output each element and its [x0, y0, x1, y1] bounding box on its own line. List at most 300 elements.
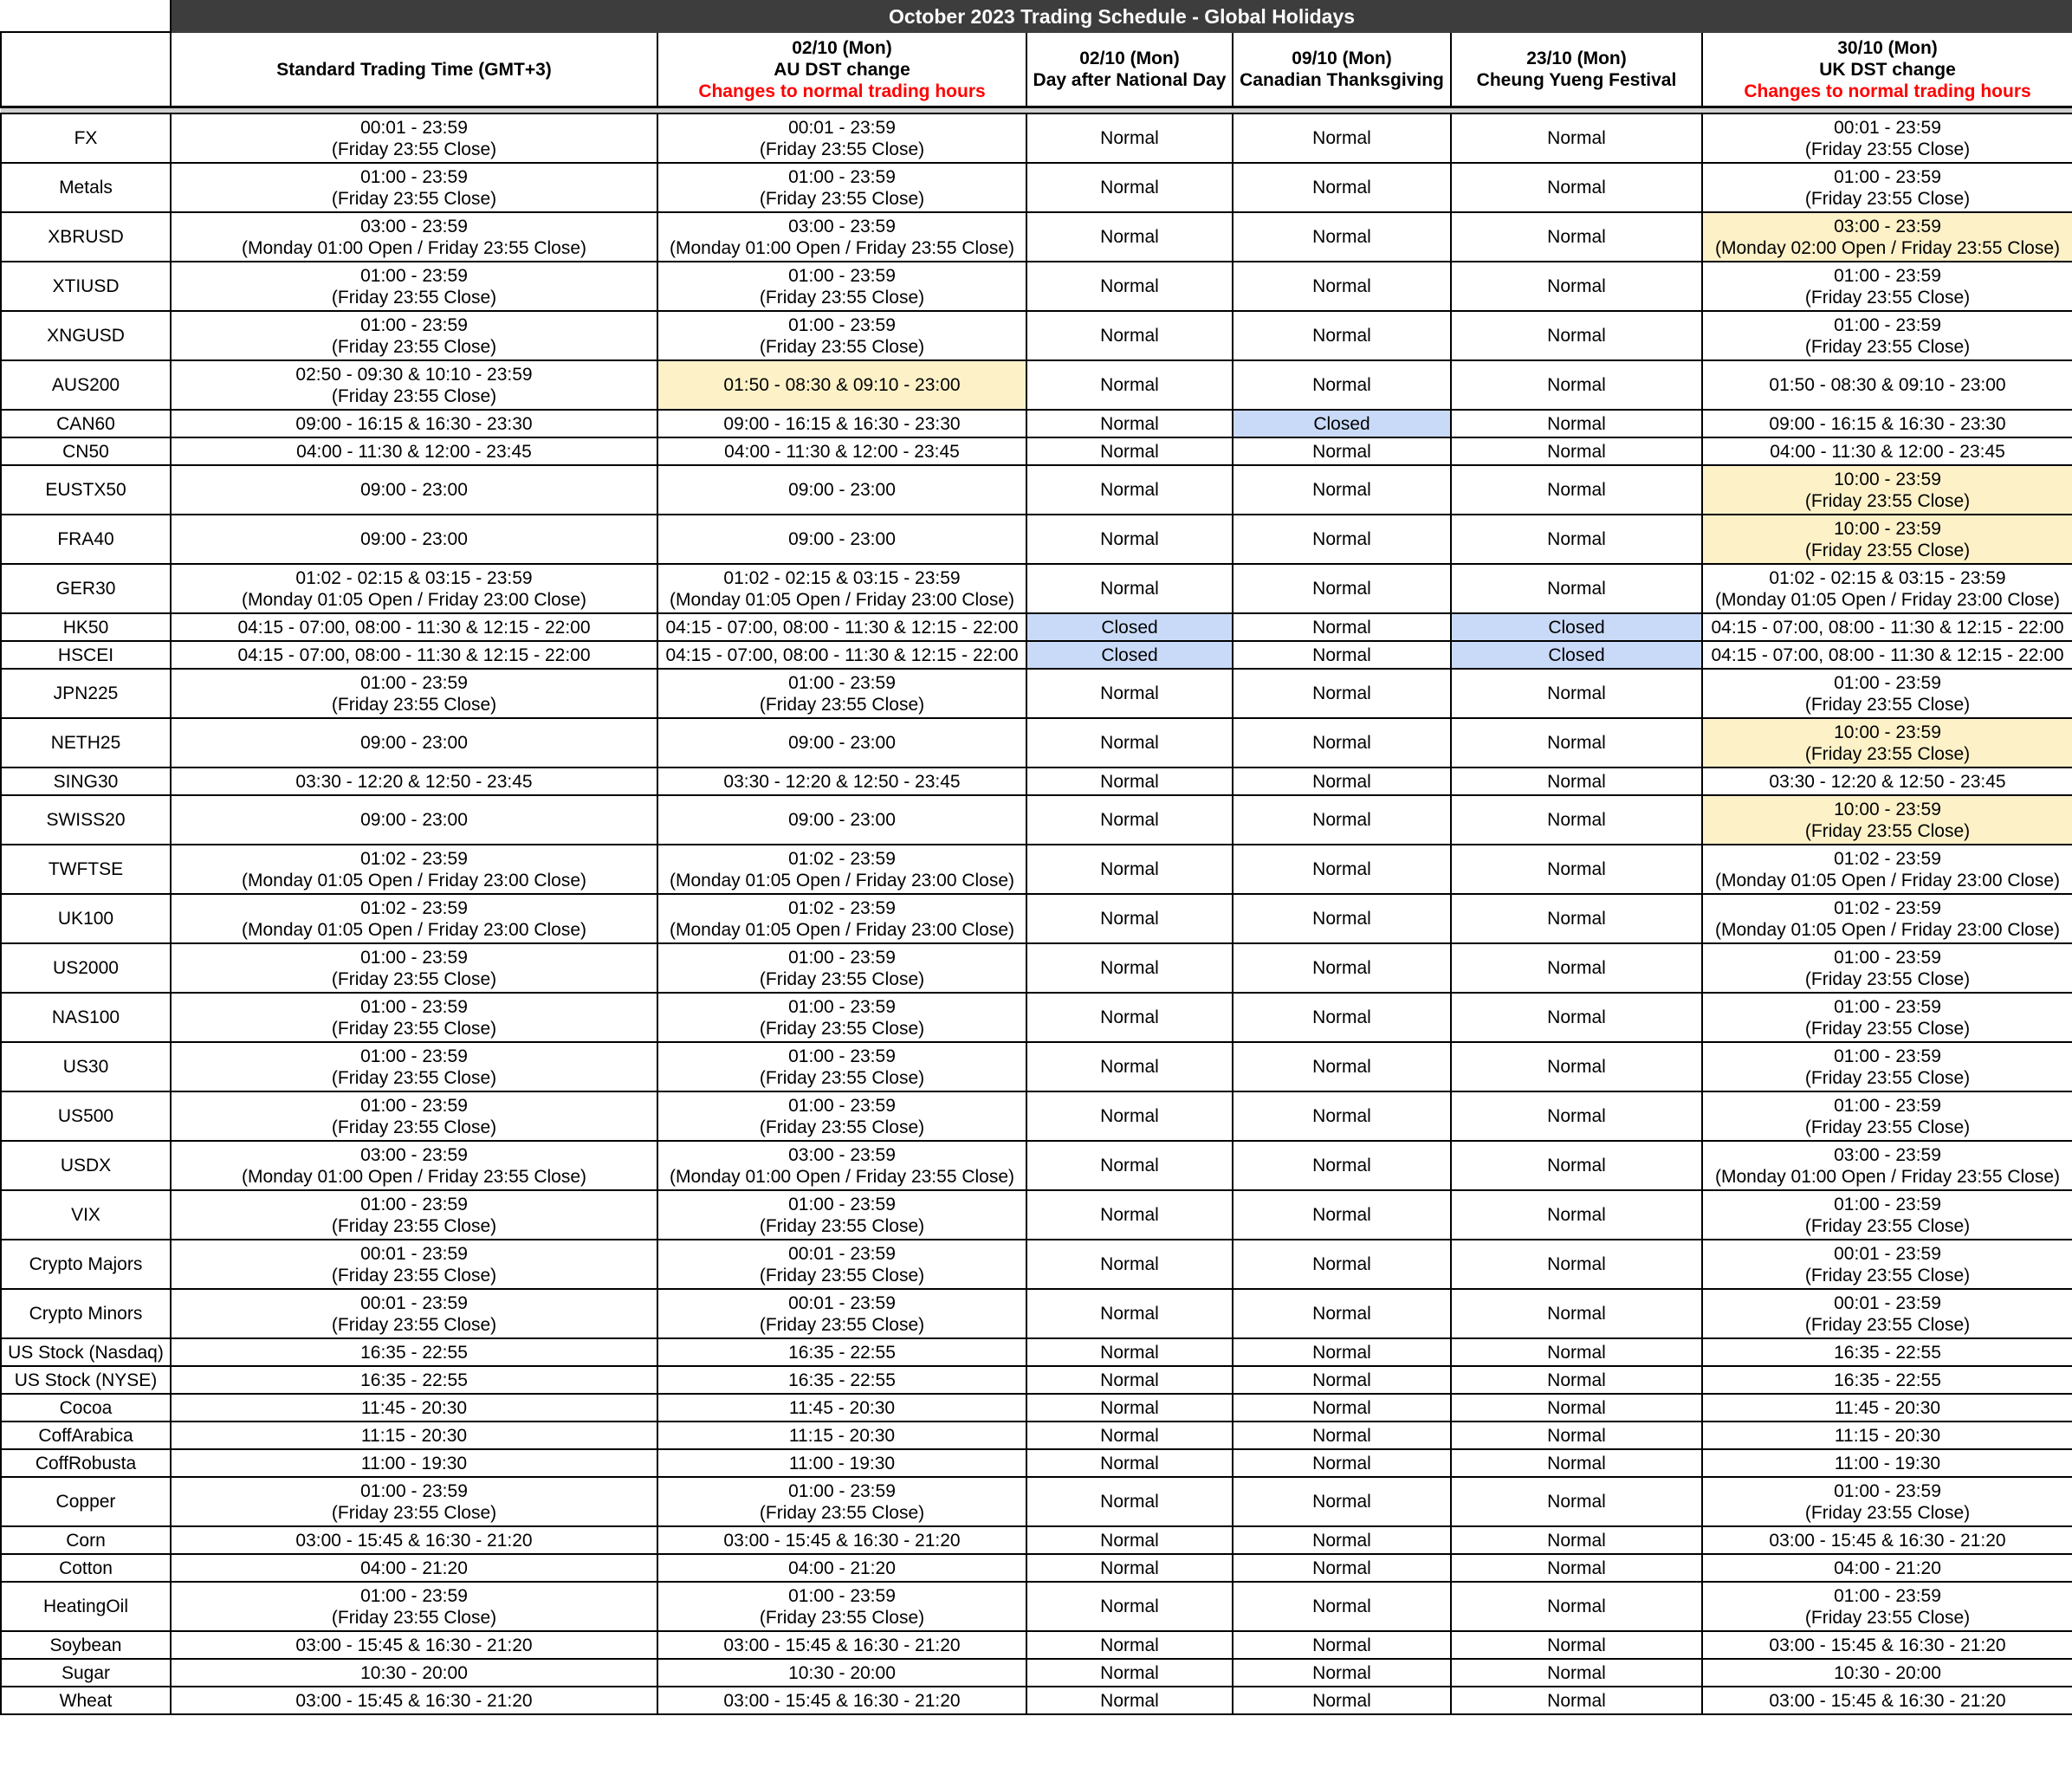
cell-text: (Friday 23:55 Close)	[1804, 1215, 1971, 1236]
cell-text: Normal	[1547, 1057, 1606, 1077]
cell-text: (Friday 23:55 Close)	[1804, 188, 1971, 209]
schedule-cell	[171, 1477, 657, 1526]
table-row	[1, 360, 2072, 410]
cell-text: Normal	[1100, 1304, 1159, 1324]
cell-text: 09:00 - 23:00	[788, 733, 896, 753]
schedule-cell	[657, 1394, 1026, 1422]
table-row	[1, 465, 2072, 515]
table-row	[1, 1289, 2072, 1338]
cell-text: 09:00 - 23:00	[788, 480, 896, 500]
schedule-cell	[171, 1240, 657, 1289]
cell-text: 11:00 - 19:30	[360, 1453, 468, 1473]
schedule-cell	[1702, 943, 2072, 993]
cell-text: Normal	[1312, 1635, 1371, 1655]
cell-text: Normal	[1100, 1397, 1159, 1418]
column-header-4	[1451, 32, 1702, 107]
schedule-cell	[1702, 1042, 2072, 1091]
cell-text: (Monday 01:05 Open / Friday 23:00 Close)	[1714, 589, 2061, 610]
table-row	[1, 1366, 2072, 1394]
column-header-0	[171, 32, 657, 107]
schedule-cell	[1451, 163, 1702, 212]
cell-text: Normal	[1547, 1635, 1606, 1655]
cell-text: Closed	[1548, 644, 1605, 665]
schedule-cell	[1233, 1190, 1451, 1240]
schedule-cell	[1233, 641, 1451, 669]
cell-text: 09:00 - 16:15 & 16:30 - 23:30	[1769, 413, 2006, 434]
cell-text: Normal	[1547, 1007, 1606, 1027]
cell-text: 10:30 - 20:00	[788, 1662, 896, 1683]
table-row	[1, 1526, 2072, 1554]
schedule-cell	[1026, 1631, 1233, 1659]
schedule-cell	[1451, 1582, 1702, 1631]
cell-text: Closed	[1313, 413, 1370, 434]
schedule-cell	[1233, 1422, 1451, 1449]
table-row	[1, 1582, 2072, 1631]
schedule-cell	[171, 437, 657, 465]
schedule-cell	[1702, 1091, 2072, 1141]
cell-text: Normal	[1100, 413, 1159, 434]
schedule-cell	[1233, 993, 1451, 1042]
instrument-name: Corn	[1, 1526, 171, 1554]
cell-text: (Monday 01:05 Open / Friday 23:00 Close)	[669, 919, 1015, 940]
schedule-cell	[657, 943, 1026, 993]
cell-text: 16:35 - 22:55	[788, 1342, 896, 1363]
cell-text: (Friday 23:55 Close)	[1804, 1265, 1971, 1286]
schedule-cell	[171, 641, 657, 669]
cell-text: 04:00 - 11:30 & 12:00 - 23:45	[296, 441, 532, 462]
cell-text: (Friday 23:55 Close)	[1804, 694, 1971, 715]
instrument-name: XNGUSD	[1, 311, 171, 360]
cell-text: (Friday 23:55 Close)	[331, 188, 497, 209]
schedule-cell	[657, 1631, 1026, 1659]
schedule-cell	[657, 613, 1026, 641]
cell-text: Normal	[1312, 1007, 1371, 1027]
schedule-cell	[657, 360, 1026, 410]
schedule-cell	[1026, 212, 1233, 262]
cell-text: Normal	[1312, 1254, 1371, 1274]
schedule-cell	[1702, 1338, 2072, 1366]
column-header-line: 02/10 (Mon)	[1079, 49, 1180, 68]
cell-text: 01:02 - 23:59	[1834, 848, 1941, 869]
instrument-name: AUS200	[1, 360, 171, 410]
cell-text: Normal	[1100, 1254, 1159, 1274]
cell-text: Normal	[1547, 529, 1606, 549]
table-row	[1, 1659, 2072, 1687]
cell-text: 01:00 - 23:59	[788, 996, 896, 1017]
schedule-cell	[1451, 1659, 1702, 1687]
cell-text: 10:00 - 23:59	[1834, 799, 1941, 819]
cell-text: (Friday 23:55 Close)	[331, 1067, 497, 1088]
schedule-cell	[1702, 163, 2072, 212]
table-row	[1, 1394, 2072, 1422]
header-divider	[1, 107, 2072, 114]
cell-text: 01:50 - 08:30 & 09:10 - 23:00	[723, 375, 961, 395]
cell-text: 00:01 - 23:59	[788, 117, 896, 138]
schedule-cell	[1451, 1554, 1702, 1582]
schedule-cell	[1233, 410, 1451, 437]
column-header-line: 23/10 (Mon)	[1526, 49, 1627, 68]
instrument-name: US Stock (NYSE)	[1, 1366, 171, 1394]
cell-text: 01:00 - 23:59	[788, 1480, 896, 1501]
cell-text: Normal	[1312, 1057, 1371, 1077]
cell-text: 11:00 - 19:30	[788, 1453, 896, 1473]
instrument-name: XBRUSD	[1, 212, 171, 262]
cell-text: Normal	[1312, 227, 1371, 247]
schedule-cell	[1451, 1141, 1702, 1190]
cell-text: (Friday 23:55 Close)	[759, 1018, 925, 1039]
cell-text: 01:02 - 23:59	[788, 897, 896, 918]
cell-text: (Friday 23:55 Close)	[1804, 1314, 1971, 1335]
schedule-cell	[1451, 360, 1702, 410]
schedule-cell	[171, 1042, 657, 1091]
schedule-cell	[1026, 1289, 1233, 1338]
schedule-cell	[657, 465, 1026, 515]
cell-text: Normal	[1312, 480, 1371, 500]
schedule-cell	[657, 641, 1026, 669]
schedule-cell	[1702, 1477, 2072, 1526]
cell-text: 01:00 - 23:59	[1834, 314, 1941, 335]
schedule-cell	[1702, 1422, 2072, 1449]
schedule-cell	[1702, 410, 2072, 437]
cell-text: 16:35 - 22:55	[360, 1342, 468, 1363]
cell-text: (Friday 23:55 Close)	[1804, 336, 1971, 357]
schedule-cell	[1451, 845, 1702, 894]
cell-text: 09:00 - 23:00	[360, 733, 468, 753]
schedule-cell	[1233, 1554, 1451, 1582]
cell-text: Normal	[1547, 683, 1606, 703]
schedule-cell	[1026, 795, 1233, 845]
schedule-cell	[657, 1190, 1026, 1240]
cell-text: 00:01 - 23:59	[1834, 1292, 1941, 1313]
schedule-cell	[1451, 1449, 1702, 1477]
cell-text: (Monday 01:05 Open / Friday 23:00 Close)	[241, 919, 587, 940]
cell-text: Normal	[1312, 1106, 1371, 1126]
schedule-cell	[1026, 1659, 1233, 1687]
schedule-cell	[1233, 1338, 1451, 1366]
cell-text: Normal	[1312, 909, 1371, 929]
instrument-name: NAS100	[1, 993, 171, 1042]
cell-text: (Friday 23:55 Close)	[759, 1067, 925, 1088]
table-row	[1, 311, 2072, 360]
schedule-cell	[1233, 1477, 1451, 1526]
schedule-cell	[1702, 311, 2072, 360]
schedule-cell	[657, 1141, 1026, 1190]
table-row	[1, 669, 2072, 718]
schedule-cell	[1233, 465, 1451, 515]
cell-text: Closed	[1101, 644, 1158, 665]
schedule-cell	[1451, 795, 1702, 845]
schedule-cell	[657, 437, 1026, 465]
cell-text: 00:01 - 23:59	[788, 1292, 896, 1313]
cell-text: Normal	[1547, 1370, 1606, 1390]
cell-text: (Friday 23:55 Close)	[759, 694, 925, 715]
schedule-cell	[1702, 1631, 2072, 1659]
cell-text: (Friday 23:55 Close)	[1804, 1502, 1971, 1523]
cell-text: 11:15 - 20:30	[360, 1425, 468, 1446]
cell-text: Normal	[1100, 375, 1159, 395]
schedule-cell	[657, 767, 1026, 795]
cell-text: Normal	[1100, 276, 1159, 296]
schedule-cell	[657, 564, 1026, 613]
cell-text: 04:00 - 11:30 & 12:00 - 23:45	[1770, 441, 2005, 462]
cell-text: 04:15 - 07:00, 08:00 - 11:30 & 12:15 - 22:00	[237, 644, 591, 665]
cell-text: Normal	[1547, 1453, 1606, 1473]
cell-text: 09:00 - 23:00	[788, 529, 896, 549]
schedule-cell	[1233, 1526, 1451, 1554]
schedule-cell	[1702, 262, 2072, 311]
cell-text: (Monday 01:00 Open / Friday 23:55 Close)	[669, 237, 1015, 258]
cell-text: 04:15 - 07:00, 08:00 - 11:30 & 12:15 - 22:00	[1711, 617, 2064, 638]
cell-text: 11:45 - 20:30	[788, 1397, 896, 1418]
cell-text: (Friday 23:55 Close)	[759, 1607, 925, 1628]
schedule-cell	[1233, 311, 1451, 360]
schedule-cell	[657, 1366, 1026, 1394]
cell-text: 10:30 - 20:00	[360, 1662, 468, 1683]
schedule-cell	[1451, 1687, 1702, 1714]
column-header-line: 30/10 (Mon)	[1837, 37, 1938, 58]
schedule-cell	[657, 1582, 1026, 1631]
schedule-cell	[171, 1091, 657, 1141]
instrument-name: SWISS20	[1, 795, 171, 845]
schedule-cell	[171, 1190, 657, 1240]
cell-text: 01:00 - 23:59	[360, 314, 468, 335]
cell-text: 09:00 - 23:00	[360, 480, 468, 500]
schedule-cell	[1026, 1554, 1233, 1582]
cell-text: 03:00 - 15:45 & 16:30 - 21:20	[723, 1690, 961, 1711]
schedule-cell	[1026, 845, 1233, 894]
cell-text: Closed	[1548, 617, 1605, 638]
cell-text: Normal	[1100, 1662, 1159, 1683]
cell-text: Normal	[1547, 1492, 1606, 1512]
table-row	[1, 1338, 2072, 1366]
cell-text: (Friday 23:55 Close)	[1804, 1607, 1971, 1628]
schedule-cell	[1451, 437, 1702, 465]
schedule-cell	[1233, 1141, 1451, 1190]
instrument-name: CAN60	[1, 410, 171, 437]
schedule-cell	[1702, 1449, 2072, 1477]
schedule-cell	[1451, 767, 1702, 795]
cell-text: 09:00 - 23:00	[360, 529, 468, 549]
cell-text: 03:00 - 23:59	[360, 216, 468, 236]
schedule-cell	[1026, 1141, 1233, 1190]
cell-text: (Friday 23:55 Close)	[331, 694, 497, 715]
column-header-note: Changes to normal trading hours	[698, 81, 986, 101]
cell-text: Normal	[1547, 1106, 1606, 1126]
cell-text: Normal	[1100, 1342, 1159, 1363]
table-row	[1, 1554, 2072, 1582]
instrument-name: Wheat	[1, 1687, 171, 1714]
schedule-cell	[657, 515, 1026, 564]
cell-text: 00:01 - 23:59	[1834, 117, 1941, 138]
instrument-name: Metals	[1, 163, 171, 212]
column-header-line: 02/10 (Mon)	[792, 37, 892, 58]
table-row	[1, 437, 2072, 465]
schedule-cell	[657, 1449, 1026, 1477]
cell-text: 03:00 - 15:45 & 16:30 - 21:20	[295, 1530, 533, 1551]
cell-text: 01:02 - 02:15 & 03:15 - 23:59	[295, 567, 533, 588]
cell-text: 00:01 - 23:59	[360, 1243, 468, 1264]
cell-text: Normal	[1312, 1530, 1371, 1551]
cell-text: Normal	[1547, 579, 1606, 599]
cell-text: 01:00 - 23:59	[360, 166, 468, 187]
cell-text: Normal	[1312, 1492, 1371, 1512]
cell-text: (Friday 23:55 Close)	[1804, 1067, 1971, 1088]
cell-text: Normal	[1547, 1596, 1606, 1616]
schedule-cell	[657, 163, 1026, 212]
cell-text: Normal	[1312, 810, 1371, 830]
instrument-name: Cocoa	[1, 1394, 171, 1422]
schedule-cell	[1233, 515, 1451, 564]
cell-text: Normal	[1312, 375, 1371, 395]
schedule-cell	[1026, 1366, 1233, 1394]
cell-text: Normal	[1100, 579, 1159, 599]
schedule-cell	[1026, 1449, 1233, 1477]
schedule-cell	[171, 718, 657, 767]
cell-text: 04:15 - 07:00, 08:00 - 11:30 & 12:15 - 22:00	[665, 617, 1019, 638]
cell-text: Normal	[1100, 859, 1159, 879]
instrument-name: US2000	[1, 943, 171, 993]
schedule-cell	[1233, 1240, 1451, 1289]
cell-text: Normal	[1312, 1596, 1371, 1616]
cell-text: (Monday 01:05 Open / Friday 23:00 Close)	[241, 870, 587, 890]
schedule-cell	[657, 262, 1026, 311]
table-row	[1, 767, 2072, 795]
cell-text: 03:00 - 23:59	[1834, 216, 1941, 236]
cell-text: 03:00 - 23:59	[788, 216, 896, 236]
schedule-cell	[1702, 113, 2072, 163]
schedule-cell	[1233, 1687, 1451, 1714]
cell-text: Normal	[1547, 413, 1606, 434]
cell-text: Normal	[1547, 1156, 1606, 1175]
schedule-cell	[657, 1477, 1026, 1526]
schedule-cell	[1451, 410, 1702, 437]
schedule-cell	[1702, 767, 2072, 795]
cell-text: 03:00 - 15:45 & 16:30 - 21:20	[295, 1635, 533, 1655]
cell-text: 01:00 - 23:59	[360, 672, 468, 693]
schedule-cell	[171, 767, 657, 795]
schedule-cell	[1233, 1631, 1451, 1659]
cell-text: Normal	[1547, 326, 1606, 346]
instrument-name: HK50	[1, 613, 171, 641]
cell-text: 01:00 - 23:59	[788, 166, 896, 187]
schedule-cell	[171, 465, 657, 515]
cell-text: (Friday 23:55 Close)	[759, 1314, 925, 1335]
schedule-cell	[1026, 613, 1233, 641]
cell-text: 03:00 - 15:45 & 16:30 - 21:20	[723, 1530, 961, 1551]
schedule-cell	[1026, 1422, 1233, 1449]
schedule-cell	[1451, 1240, 1702, 1289]
cell-text: 01:00 - 23:59	[788, 1194, 896, 1214]
cell-text: Normal	[1312, 178, 1371, 198]
cell-text: 00:01 - 23:59	[1834, 1243, 1941, 1264]
column-header-note: Changes to normal trading hours	[1744, 81, 2031, 101]
schedule-cell	[1026, 1582, 1233, 1631]
cell-text: Normal	[1547, 771, 1606, 792]
cell-text: Normal	[1547, 1425, 1606, 1446]
instrument-name: USDX	[1, 1141, 171, 1190]
cell-text: 01:00 - 23:59	[788, 947, 896, 968]
cell-text: 02:50 - 09:30 & 10:10 - 23:59	[295, 364, 533, 385]
cell-text: (Friday 23:55 Close)	[331, 1607, 497, 1628]
cell-text: 03:00 - 15:45 & 16:30 - 21:20	[1769, 1530, 2006, 1551]
cell-text: Normal	[1312, 683, 1371, 703]
cell-text: Normal	[1100, 1530, 1159, 1551]
column-header-line: Standard Trading Time (GMT+3)	[276, 59, 552, 80]
column-header-2	[1026, 32, 1233, 107]
table-row	[1, 1042, 2072, 1091]
schedule-cell	[657, 1554, 1026, 1582]
cell-text: 01:00 - 23:59	[1834, 996, 1941, 1017]
cell-text: 00:01 - 23:59	[360, 1292, 468, 1313]
table-row	[1, 1190, 2072, 1240]
cell-text: Normal	[1547, 276, 1606, 296]
schedule-cell	[171, 410, 657, 437]
cell-text: (Friday 23:55 Close)	[759, 287, 925, 308]
schedule-cell	[1702, 669, 2072, 718]
cell-text: 01:00 - 23:59	[360, 996, 468, 1017]
cell-text: (Friday 23:55 Close)	[331, 968, 497, 989]
cell-text: Normal	[1100, 128, 1159, 148]
cell-text: Normal	[1312, 529, 1371, 549]
instrument-name: US30	[1, 1042, 171, 1091]
schedule-cell	[1702, 1659, 2072, 1687]
schedule-cell	[1451, 718, 1702, 767]
schedule-cell	[657, 1526, 1026, 1554]
cell-text: 01:02 - 02:15 & 03:15 - 23:59	[723, 567, 961, 588]
cell-text: Normal	[1312, 958, 1371, 978]
instrument-name: Crypto Minors	[1, 1289, 171, 1338]
schedule-cell	[1026, 1394, 1233, 1422]
cell-text: Normal	[1547, 441, 1606, 462]
schedule-cell	[1233, 845, 1451, 894]
schedule-cell	[1702, 1582, 2072, 1631]
cell-text: Normal	[1547, 859, 1606, 879]
schedule-cell	[1233, 669, 1451, 718]
schedule-cell	[657, 1338, 1026, 1366]
cell-text: Normal	[1100, 480, 1159, 500]
schedule-cell	[1233, 163, 1451, 212]
schedule-cell	[657, 845, 1026, 894]
column-header-line: AU DST change	[774, 59, 910, 80]
schedule-cell	[1451, 1091, 1702, 1141]
cell-text: Normal	[1100, 909, 1159, 929]
instrument-name: Copper	[1, 1477, 171, 1526]
cell-text: (Friday 23:55 Close)	[331, 1314, 497, 1335]
cell-text: Closed	[1101, 617, 1158, 638]
cell-text: Normal	[1547, 909, 1606, 929]
cell-text: Normal	[1100, 441, 1159, 462]
table-row	[1, 1687, 2072, 1714]
schedule-cell	[171, 113, 657, 163]
instrument-name: SING30	[1, 767, 171, 795]
schedule-cell	[1451, 641, 1702, 669]
schedule-cell	[1233, 113, 1451, 163]
schedule-cell	[1451, 1042, 1702, 1091]
schedule-cell	[1702, 718, 2072, 767]
cell-text: Normal	[1100, 1156, 1159, 1175]
table-row	[1, 564, 2072, 613]
schedule-cell	[1702, 1687, 2072, 1714]
table-row	[1, 113, 2072, 163]
cell-text: 04:15 - 07:00, 08:00 - 11:30 & 12:15 - 22:00	[1711, 644, 2064, 665]
cell-text: 01:02 - 23:59	[1834, 897, 1941, 918]
schedule-cell	[1026, 1042, 1233, 1091]
cell-text: (Monday 01:05 Open / Friday 23:00 Close)	[669, 589, 1015, 610]
cell-text: 01:00 - 23:59	[360, 1194, 468, 1214]
schedule-cell	[1451, 564, 1702, 613]
instrument-name: Sugar	[1, 1659, 171, 1687]
cell-text: 10:00 - 23:59	[1834, 469, 1941, 489]
